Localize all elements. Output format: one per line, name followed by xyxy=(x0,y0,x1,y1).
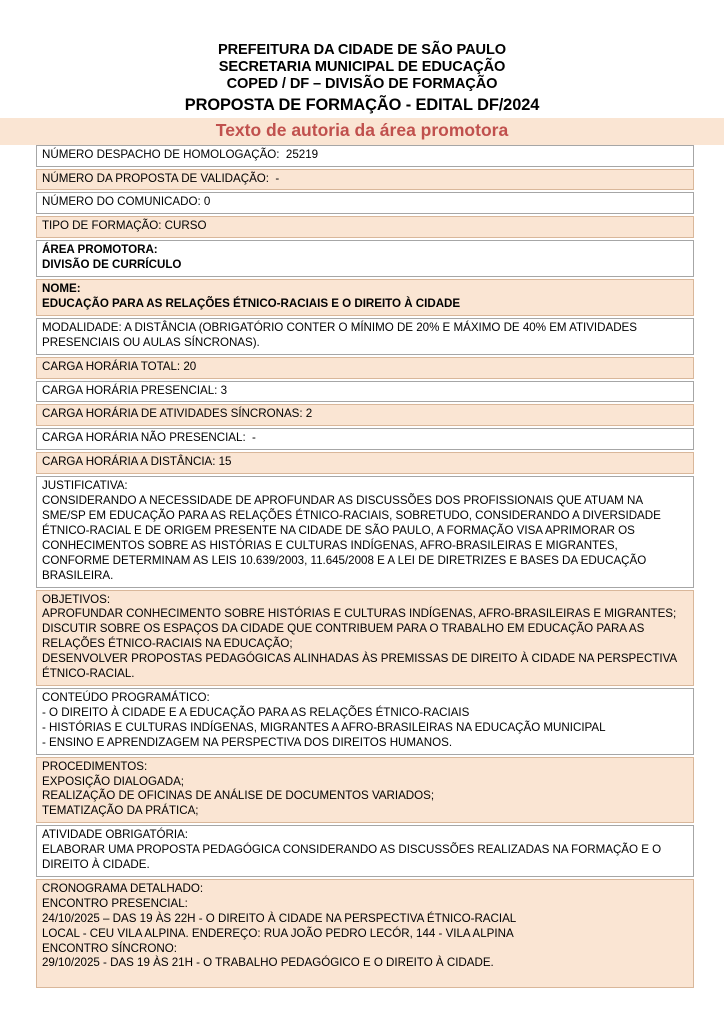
field-row-objetivos xyxy=(36,590,694,686)
field-line: NÚMERO DA PROPOSTA DE VALIDAÇÃO: - xyxy=(42,171,280,185)
header-line-secretaria: SECRETARIA MUNICIPAL DE EDUCAÇÃO xyxy=(218,59,506,76)
field-line: CARGA HORÁRIA A DISTÂNCIA: 15 xyxy=(42,455,232,469)
field-row-justificativa xyxy=(36,476,694,587)
field-line: MODALIDADE: A DISTÂNCIA (OBRIGATÓRIO CONTER O MÍNIMO DE 20% E MÁXIMO DE 40% EM ATIVIDADES PRESENCIAIS OU AULAS SÍNCRONAS). xyxy=(42,320,641,349)
field-row-atividade-obrigatoria xyxy=(36,825,694,877)
field-line: 29/10/2025 - DAS 19 ÀS 21H - O TRABALHO PEDAGÓGICO E O DIREITO À CIDADE. xyxy=(42,956,494,970)
field-line: CARGA HORÁRIA PRESENCIAL: 3 xyxy=(42,383,228,397)
field-row-carga-horaria-presencial xyxy=(36,381,694,403)
author-banner xyxy=(0,118,724,145)
field-row-numero-comunicado xyxy=(36,192,694,214)
field-line: - O DIREITO À CIDADE E A EDUCAÇÃO PARA AS RELAÇÕES ÉTNICO-RACIAIS xyxy=(42,705,470,719)
field-line: ELABORAR UMA PROPOSTA PEDAGÓGICA CONSIDERANDO AS DISCUSSÕES REALIZADAS NA FORMAÇÃO E O DIREITO À CIDADE. xyxy=(42,843,665,872)
field-line: 24/10/2025 – DAS 19 ÀS 22H - O DIREITO À CIDADE NA PERSPECTIVA ÉTNICO-RACIAL xyxy=(42,911,517,925)
field-line: DIVISÃO DE CURRÍCULO xyxy=(42,258,182,272)
field-row-numero-despacho-homologacao xyxy=(36,145,694,167)
field-line: DESENVOLVER PROPOSTAS PEDAGÓGICAS ALINHADAS ÀS PREMISSAS DE DIREITO À CIDADE NA PERSPECTIVA ÉTNICO-RACIAL. xyxy=(42,652,680,681)
field-line: CONSIDERANDO A NECESSIDADE DE APROFUNDAR AS DISCUSSÕES DOS PROFISSIONAIS QUE ATUAM NA SME/SP EM EDUCAÇÃO PARA AS RELAÇÕES ÉTNICO-RACIAIS, SOBRETUDO, CONSIDERANDO A DIVERSIDADE ÉTNICO-RACIAL E DE ORIGEM PRESENTE NA CIDADE DE SÃO PAULO, A FORMAÇÃO VISA APRIMORAR OS CONHECIMENTOS SOBRE AS HISTÓRIAS E CULTURAS INDÍGENAS, AFRO-BRASILEIRAS E MIGRANTES, CONFORME DETERMINAM AS LEIS 10.639/2003, 11.645/2008 E A LEI DE DIRETRIZES E BASES DA EDUCAÇÃO BRASILEIRA. xyxy=(42,494,665,582)
field-row-area-promotora xyxy=(36,240,694,277)
field-line: ATIVIDADE OBRIGATÓRIA: xyxy=(42,828,189,842)
field-line: NOME: xyxy=(42,282,81,296)
field-line: CRONOGRAMA DETALHADO: xyxy=(42,881,204,895)
field-row-nome xyxy=(36,279,694,316)
field-line: TIPO DE FORMAÇÃO: CURSO xyxy=(42,219,207,233)
author-banner-text: Texto de autoria da área promotora xyxy=(215,119,509,140)
field-row-carga-horaria-nao-presencial xyxy=(36,428,694,450)
header-line-prefeitura: PREFEITURA DA CIDADE DE SÃO PAULO xyxy=(217,42,507,58)
field-row-tipo-de-formacao xyxy=(36,216,694,238)
field-line: DISCUTIR SOBRE OS ESPAÇOS DA CIDADE QUE CONTRIBUEM PARA O TRABALHO EM EDUCAÇÃO PARA AS RELAÇÕES ÉTNICO-RACIAIS NA EDUCAÇÃO; xyxy=(42,622,648,651)
field-line: EXPOSIÇÃO DIALOGADA; xyxy=(42,774,184,788)
field-line: REALIZAÇÃO DE OFICINAS DE ANÁLISE DE DOCUMENTOS VARIADOS; xyxy=(42,789,435,803)
field-line: NÚMERO DO COMUNICADO: 0 xyxy=(42,195,211,209)
field-line: APROFUNDAR CONHECIMENTO SOBRE HISTÓRIAS E CULTURAS INDÍGENAS, AFRO-BRASILEIRAS E MIGRANTES; xyxy=(42,607,677,621)
field-row-modalidade xyxy=(36,318,694,355)
field-row-carga-horaria-a-distancia xyxy=(36,452,694,474)
field-row-procedimentos xyxy=(36,757,694,824)
proposal-field-list xyxy=(0,145,724,989)
document-header xyxy=(0,0,724,115)
field-row-carga-horaria-atividades-sincronas xyxy=(36,404,694,426)
field-line: NÚMERO DESPACHO DE HOMOLOGAÇÃO: 25219 xyxy=(42,147,319,161)
field-line: LOCAL - CEU VILA ALPINA. ENDEREÇO: RUA JOÃO PEDRO LECÓR, 144 - VILA ALPINA xyxy=(42,926,514,940)
field-row-carga-horaria-total xyxy=(36,357,694,379)
field-line: - ENSINO E APRENDIZAGEM NA PERSPECTIVA DOS DIREITOS HUMANOS. xyxy=(42,735,453,749)
header-line-proposta: PROPOSTA DE FORMAÇÃO - EDITAL DF/2024 xyxy=(184,95,540,114)
field-line: CARGA HORÁRIA DE ATIVIDADES SÍNCRONAS: 2 xyxy=(42,407,313,421)
field-line: OBJETIVOS: xyxy=(42,592,111,606)
field-line: - HISTÓRIAS E CULTURAS INDÍGENAS, MIGRANTES A AFRO-BRASILEIRAS NA EDUCAÇÃO MUNICIPAL xyxy=(42,720,606,734)
field-row-numero-proposta-validacao xyxy=(36,169,694,191)
field-line: JUSTIFICATIVA: xyxy=(42,479,128,493)
field-line: CONTEÚDO PROGRAMÁTICO: xyxy=(42,690,210,704)
field-line: PROCEDIMENTOS: xyxy=(42,759,148,773)
field-line: EDUCAÇÃO PARA AS RELAÇÕES ÉTNICO-RACIAIS E O DIREITO À CIDADE xyxy=(42,296,461,310)
field-row-cronograma-detalhado xyxy=(36,879,694,988)
field-line: ENCONTRO PRESENCIAL: xyxy=(42,896,188,910)
field-line: TEMATIZAÇÃO DA PRÁTICA; xyxy=(42,804,199,818)
field-line: ENCONTRO SÍNCRONO: xyxy=(42,941,177,955)
header-line-coped: COPED / DF – DIVISÃO DE FORMAÇÃO xyxy=(226,76,498,93)
field-row-conteudo-programatico xyxy=(36,688,694,755)
field-line: ÁREA PROMOTORA: xyxy=(42,243,158,257)
field-line: CARGA HORÁRIA NÃO PRESENCIAL: - xyxy=(42,431,256,445)
field-line: CARGA HORÁRIA TOTAL: 20 xyxy=(42,359,197,373)
